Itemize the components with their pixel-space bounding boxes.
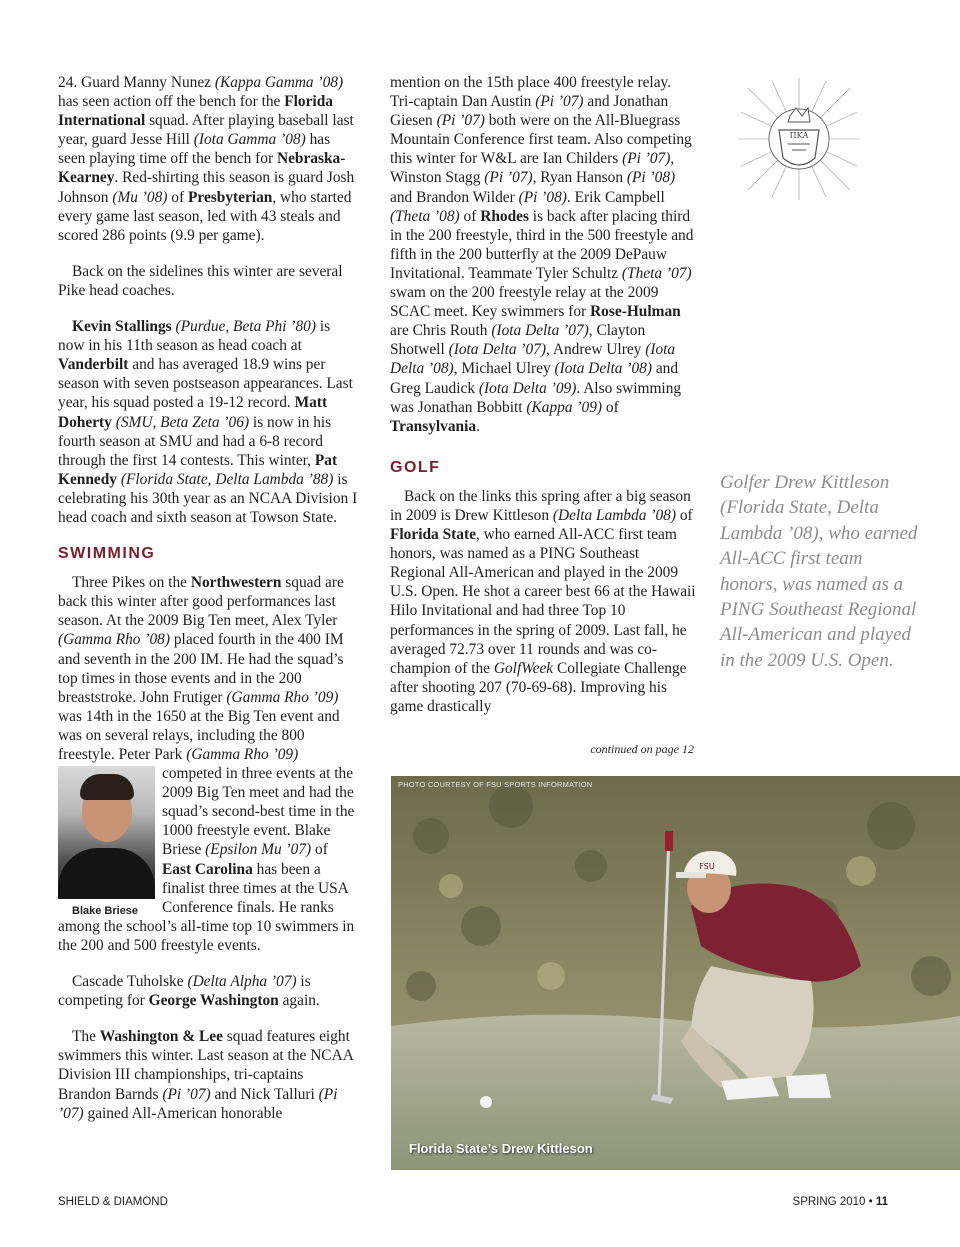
- bold-name: Transylvania: [390, 417, 477, 435]
- headshot-blake-briese: [58, 766, 155, 916]
- continued-note: continued on page 12: [590, 742, 694, 756]
- chapter-italic: (Kappa ’09): [526, 398, 603, 416]
- chapter-italic: (Iota Gamma ’08): [193, 131, 306, 149]
- paragraph-northwestern: [58, 573, 358, 955]
- headshot-hair: [80, 774, 134, 800]
- chapter-italic: (Pi ’07): [535, 93, 584, 111]
- chapter-italic: (Pi ’07): [622, 150, 671, 168]
- paragraph-wl-swimmers: mention on the 15th place 400 freestyle relay. Tri-captain Dan Austin (Pi ’07) and Jonathan Giesen (Pi ’07) both were on the All-Bluegrass Mountain Conference first team. Also competing this winter for W&L are Ian Childers (Pi ’07), Winston Stagg (Pi ’07), Ryan Hanson (Pi ’08) and Brandon Wilder (Pi ’08). Erik Campbell (Theta ’08) of Rhodes is back after placing third in the 200 freestyle, third in the 500 freestyle and fifth in the 200 butterfly at the 2009 DePauw Invitational. Teammate Tyler Schultz (Theta ’07) swam on the 200 freestyle relay at the 2009 SCAC meet. Key swimmers for Rose-Hulman are Chris Routh (Iota Delta ’07), Clayton Shotwell (Iota Delta ’07), Andrew Ulrey (Iota Delta ’08), Michael Ulrey (Iota Delta ’08) and Greg Laudick (Iota Delta ’09). Also swimming was Jonathan Bobbitt (Kappa ’09) of Transylvania.: [390, 74, 694, 435]
- pull-quote: Golfer Drew Kittleson (Florida State, Delta Lambda ’08), who earned All-ACC first team honors, was named as a PING Southeast Regional All-American and played in the 2009 U.S. Open.: [720, 472, 918, 671]
- chapter-italic: (Iota Delta ’08): [554, 360, 652, 378]
- cap-logo: FSU: [699, 862, 715, 871]
- chapter-italic: GolfWeek: [493, 659, 554, 677]
- chapter-italic: (Pi ’08): [626, 169, 676, 187]
- headshot-shirt: [58, 848, 155, 899]
- chapter-italic: (Florida State, Delta Lambda ’88): [120, 470, 334, 488]
- paragraph-coaches-intro: Back on the sidelines this winter are several Pike head coaches.: [58, 262, 343, 299]
- bold-name: George Washington: [148, 992, 279, 1010]
- bold-name: Vanderbilt: [58, 356, 129, 374]
- article-column-left: [58, 73, 358, 1140]
- bold-name: Rose-Hulman: [590, 303, 681, 321]
- headshot-caption: Blake Briese: [72, 905, 139, 918]
- chapter-italic: (Purdue, Beta Phi ’80): [175, 318, 316, 336]
- article-column-middle: [390, 73, 696, 733]
- chapter-italic: (Pi ’07): [484, 169, 533, 187]
- chapter-italic: (Iota Delta ’08): [390, 341, 676, 378]
- paragraph-washington-lee: The Washington & Lee squad features eight swimmers this winter. Last season at the NCAA Division III championships, tri-captains Brandon Barnds (Pi ’07) and Nick Talluri (Pi ’07) gained All-American honorable: [58, 1028, 353, 1122]
- chapter-italic: (Gamma Rho ’09): [226, 688, 339, 706]
- crest-lettering: ΠΚΑ: [789, 131, 809, 140]
- bold-name: Rhodes: [480, 207, 529, 225]
- chapter-italic: (Delta Lambda ’08): [552, 506, 676, 524]
- chapter-italic: (Theta ’08): [390, 207, 460, 225]
- bold-name: Kevin Stallings: [72, 318, 172, 336]
- paragraph-basketball-guards: 24. Guard Manny Nunez (Kappa Gamma ’08) has seen action off the bench for the Florida International squad. After playing baseball last year, guard Jesse Hill (Iota Gamma ’08) has seen playing time off the bench for Nebraska-Kearney. Red-shirting this season is guard Josh Johnson (Mu ’08) of Presbyterian, who started every game last season, led with 43 steals and scored 286 points (9.9 per game).: [58, 74, 355, 244]
- footer-publication: SHIELD & DIAMOND: [58, 1196, 168, 1208]
- chapter-italic: (Epsilon Mu ’07): [205, 841, 312, 859]
- chapter-italic: (Theta ’07): [621, 264, 692, 282]
- photo-caption: Florida State’s Drew Kittleson: [409, 1141, 593, 1156]
- fraternity-crest-logo: [738, 78, 860, 200]
- paragraph-kittleson: Back on the links this spring after a big season in 2009 is Drew Kittleson (Delta Lambda ’08) of Florida State, who earned All-ACC first team honors, was named as a PING Southeast Regional All-American and played in the 2009 U.S. Open. He shot a career best 66 at the Hawaii Hilo Invitational and had three Top 10 performances in the spring of 2009. Last fall, he averaged 72.73 over 11 rounds and was co-champion of the GolfWeek Collegiate Challenge after shooting 207 (70-69-68). Improving his game drastically: [390, 487, 696, 715]
- bold-name: Presbyterian: [187, 188, 273, 206]
- bold-name: Pat Kennedy: [58, 451, 338, 488]
- chapter-italic: (Gamma Rho ’08): [58, 631, 170, 649]
- chapter-italic: (Pi ’07): [436, 112, 485, 130]
- bold-name: Florida International: [58, 93, 333, 130]
- bold-name: Northwestern: [190, 574, 282, 592]
- paragraph-rest: competed in three events at the 2009 Big Ten meet and had the squad’s second-best time in the 1000 freestyle event. Blake Briese (Epsilon Mu ’07) of East Carolina has been a finalist three times at the USA Conference finals. He ranks among the school’s all-time top 10 swimmers in the 200 and 500 freestyle events.: [58, 765, 355, 954]
- page-number: 11: [875, 1196, 888, 1208]
- bold-name: Nebraska-Kearney: [58, 150, 346, 187]
- bold-name: Washington & Lee: [99, 1028, 223, 1046]
- chapter-italic: (Mu ’08): [112, 188, 168, 206]
- bold-name: Florida State: [390, 526, 476, 544]
- photo-credit: PHOTO COURTESY OF FSU SPORTS INFORMATION: [398, 780, 593, 789]
- bold-name: East Carolina: [162, 860, 253, 878]
- golfer-photo-image: [391, 776, 960, 1170]
- chapter-italic: (Kappa Gamma ’08): [214, 74, 344, 91]
- chapter-italic: (Iota Delta ’07): [491, 322, 589, 340]
- headshot-image: [58, 766, 155, 899]
- chapter-italic: (Delta Alpha ’07): [187, 973, 297, 991]
- chapter-italic: (Iota Delta ’09): [478, 379, 577, 397]
- chapter-italic: (Pi ’08): [518, 188, 567, 206]
- footer-issue: [793, 1196, 888, 1208]
- paragraph-george-washington: Cascade Tuholske (Delta Alpha ’07) is competing for George Washington again.: [58, 973, 320, 1010]
- chapter-italic: (Gamma Rho ’09): [186, 746, 299, 763]
- footer-issue-label: SPRING 2010 •: [792, 1196, 876, 1208]
- paragraph-lead: Three Pikes on the Northwestern squad are back this winter after good performances last season. At the 2009 Big Ten meet, Alex Tyler (Gamma Rho ’08) placed fourth in the 400 IM and seventh in the 200 IM. He had the squad’s top times in those events and in the 200 breaststroke. John Frutiger (Gamma Rho ’09) was 14th in the 1650 at the Big Ten event and was on several relays, including the 800 freestyle. Peter Park (Gamma Rho ’09): [58, 574, 344, 763]
- chapter-italic: (Iota Delta ’07): [448, 341, 547, 359]
- section-heading-swimming: SWIMMING: [58, 545, 156, 563]
- chapter-italic: (SMU, Beta Zeta ’06): [115, 413, 250, 431]
- bold-name: Matt Doherty: [58, 394, 328, 431]
- paragraph-head-coaches: Kevin Stallings (Purdue, Beta Phi ’80) is now in his 11th season as head coach at Vanderbilt and has averaged 18.9 wins per season with seven postseason appearances. Last year, his squad posted a 19-12 record. Matt Doherty (SMU, Beta Zeta ’06) is now in his fourth season at SMU and had a 6-8 record through the first 14 contests. This winter, Pat Kennedy (Florida State, Delta Lambda ’88) is celebrating his 30th year as an NCAA Division I head coach and sixth season at Towson State.: [58, 318, 358, 526]
- section-heading-golf: GOLF: [390, 458, 441, 476]
- chapter-italic: (Pi ’07): [58, 1085, 338, 1122]
- golfer-photo: [391, 776, 960, 1170]
- chapter-italic: (Pi ’07): [162, 1085, 211, 1103]
